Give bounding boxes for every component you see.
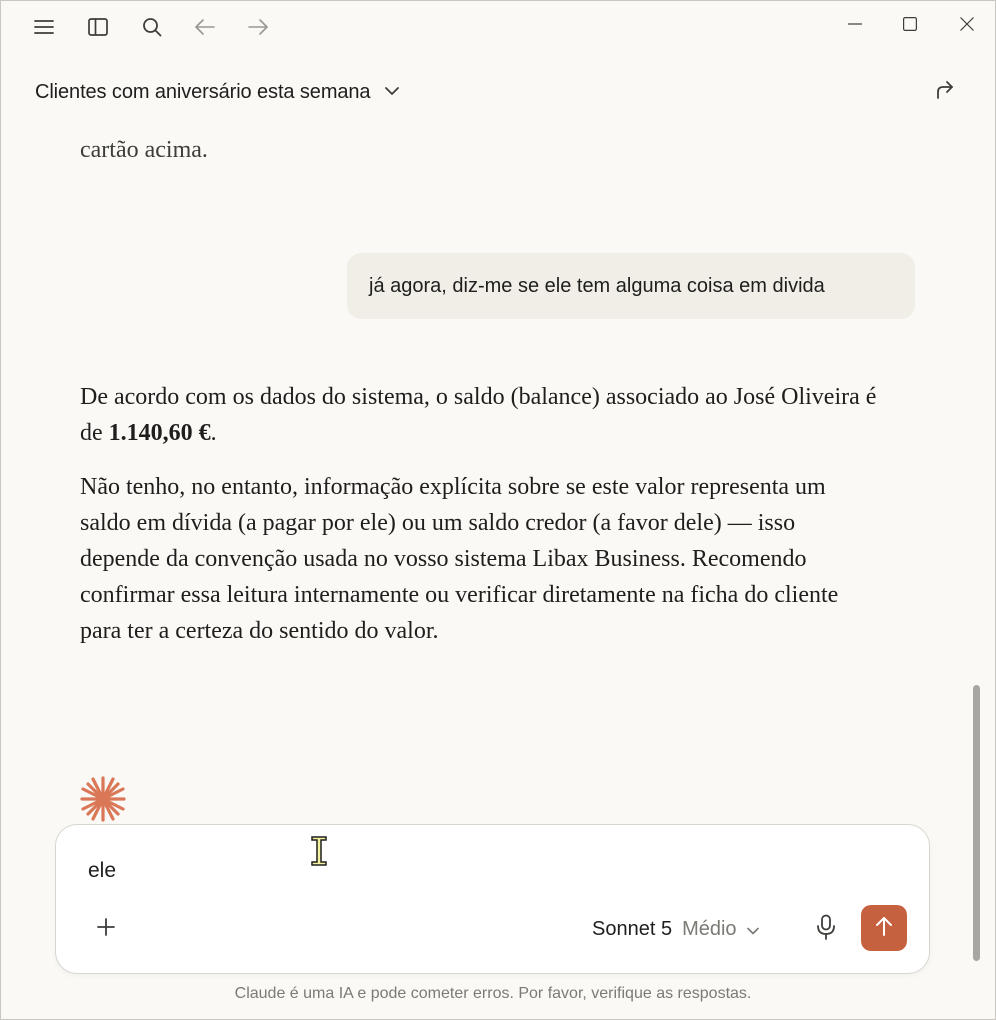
send-button[interactable]: [861, 905, 907, 951]
model-name: Sonnet 5: [592, 917, 673, 940]
conversation-title: Clientes com aniversário esta semana: [35, 80, 371, 103]
sidebar-toggle-icon[interactable]: [84, 13, 112, 41]
assistant-message: [80, 379, 880, 667]
maximize-button[interactable]: [890, 9, 930, 39]
voice-input-button[interactable]: [808, 911, 844, 947]
chevron-down-icon: [747, 918, 759, 941]
add-attachment-button[interactable]: [88, 911, 124, 947]
close-window-button[interactable]: [947, 9, 987, 39]
search-icon[interactable]: [138, 13, 166, 41]
effort-level: Médio: [682, 917, 737, 940]
conversation-title-dropdown[interactable]: [35, 77, 400, 107]
arrow-right-icon[interactable]: [244, 13, 272, 41]
share-arrow-icon: [934, 79, 956, 106]
chevron-down-icon: [384, 83, 400, 101]
user-message-text: já agora, diz-me se ele tem alguma coisa em divida: [369, 274, 825, 297]
microphone-icon: [816, 914, 836, 945]
user-message-bubble: [347, 253, 915, 319]
conversation-area: [1, 125, 971, 825]
hamburger-icon[interactable]: [30, 13, 58, 41]
disclaimer-text: Claude é uma IA e pode cometer erros. Por favor, verifique as respostas.: [234, 985, 752, 1002]
assistant-paragraph-2: Não tenho, no entanto, informação explícita sobre se este valor representa um saldo em dívida (a pagar por ele) ou um saldo credor (a favor dele) — isso depende da convenção usada no vosso sistema Libax Business. Recomendo confirmar essa leitura internamente ou verificar diretamente na ficha do cliente para ter a certeza do sentido do valor.: [80, 474, 839, 644]
top-bar: [1, 1, 995, 55]
assistant-paragraph-1: De acordo com os dados do sistema, o saldo (balance) associado ao José Oliveira é de 1.140,60 €.: [80, 384, 877, 446]
conversation-scrollbar[interactable]: [973, 685, 980, 961]
balance-amount: 1.140,60 €: [108, 420, 211, 446]
arrow-up-icon: [874, 915, 894, 942]
plus-icon: [96, 917, 116, 942]
text-cursor-icon: [309, 835, 329, 867]
message-composer: [55, 824, 930, 974]
share-button[interactable]: [929, 77, 961, 107]
message-input[interactable]: [88, 855, 848, 887]
claude-spark-icon: [79, 775, 127, 823]
arrow-left-icon[interactable]: [191, 13, 219, 41]
previous-message-tail: cartão acima.: [80, 137, 208, 163]
minimize-button[interactable]: [835, 9, 875, 39]
model-selector[interactable]: [592, 914, 759, 944]
